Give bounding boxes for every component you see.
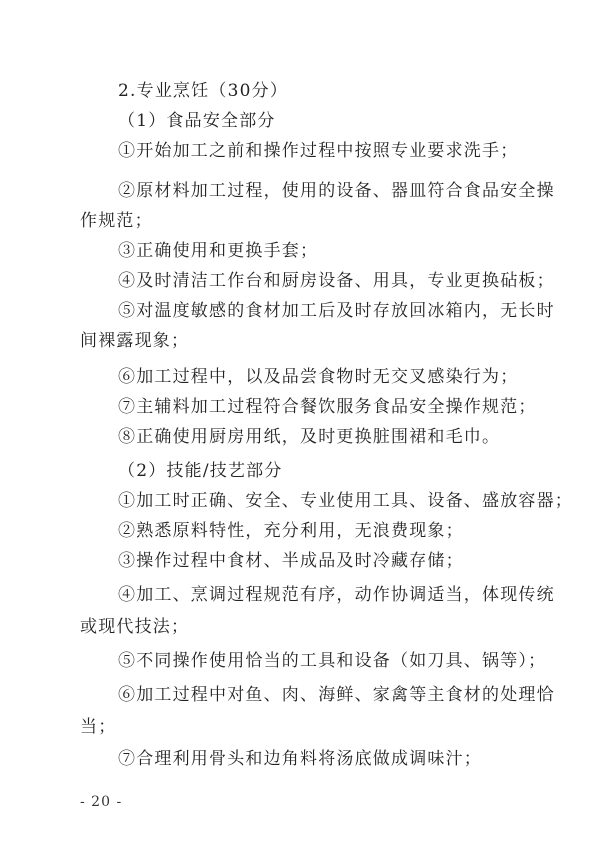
- item-line: ④及时清洁工作台和厨房设备、用具，专业更换砧板；: [118, 271, 555, 291]
- item-line: ②原材料加工过程，使用的设备、器皿符合食品安全操: [118, 181, 555, 201]
- page-number: - 20 -: [80, 794, 123, 810]
- item-line: ①加工时正确、安全、专业使用工具、设备、盛放容器；: [118, 491, 573, 511]
- item-line: ③正确使用和更换手套；: [118, 241, 319, 261]
- item-line: ⑦合理利用骨头和边角料将汤底做成调味汁；: [118, 749, 482, 769]
- subsection-1-title: （1）食品安全部分: [118, 111, 276, 131]
- item-line: ⑦主辅料加工过程符合餐饮服务食品安全操作规范；: [118, 397, 537, 417]
- section-title: 2.专业烹饪（30分）: [118, 81, 289, 101]
- item-line-continuation: 当；: [80, 717, 117, 737]
- item-line: ①开始加工之前和操作过程中按照专业要求洗手；: [118, 141, 519, 161]
- item-line-continuation: 或现代技法；: [80, 617, 190, 637]
- item-line: ⑥加工过程中，以及品尝食物时无交叉感染行为；: [118, 367, 519, 387]
- item-line-continuation: 作规范；: [80, 211, 153, 231]
- item-line: ④加工、烹调过程规范有序，动作协调适当，体现传统: [118, 585, 555, 605]
- item-line: ⑧正确使用厨房用纸，及时更换脏围裙和毛巾。: [118, 427, 501, 447]
- item-line-continuation: 间裸露现象；: [80, 331, 190, 351]
- item-line: ③操作过程中食材、半成品及时冷藏存储；: [118, 551, 464, 571]
- item-line: ⑥加工过程中对鱼、肉、海鲜、家禽等主食材的处理恰: [118, 685, 555, 705]
- subsection-2-title: （2）技能/技艺部分: [118, 461, 283, 481]
- item-line: ②熟悉原料特性，充分利用，无浪费现象；: [118, 521, 464, 541]
- item-line: ⑤对温度敏感的食材加工后及时存放回冰箱内，无长时: [118, 301, 555, 321]
- item-line: ⑤不同操作使用恰当的工具和设备（如刀具、锅等）；: [118, 651, 547, 671]
